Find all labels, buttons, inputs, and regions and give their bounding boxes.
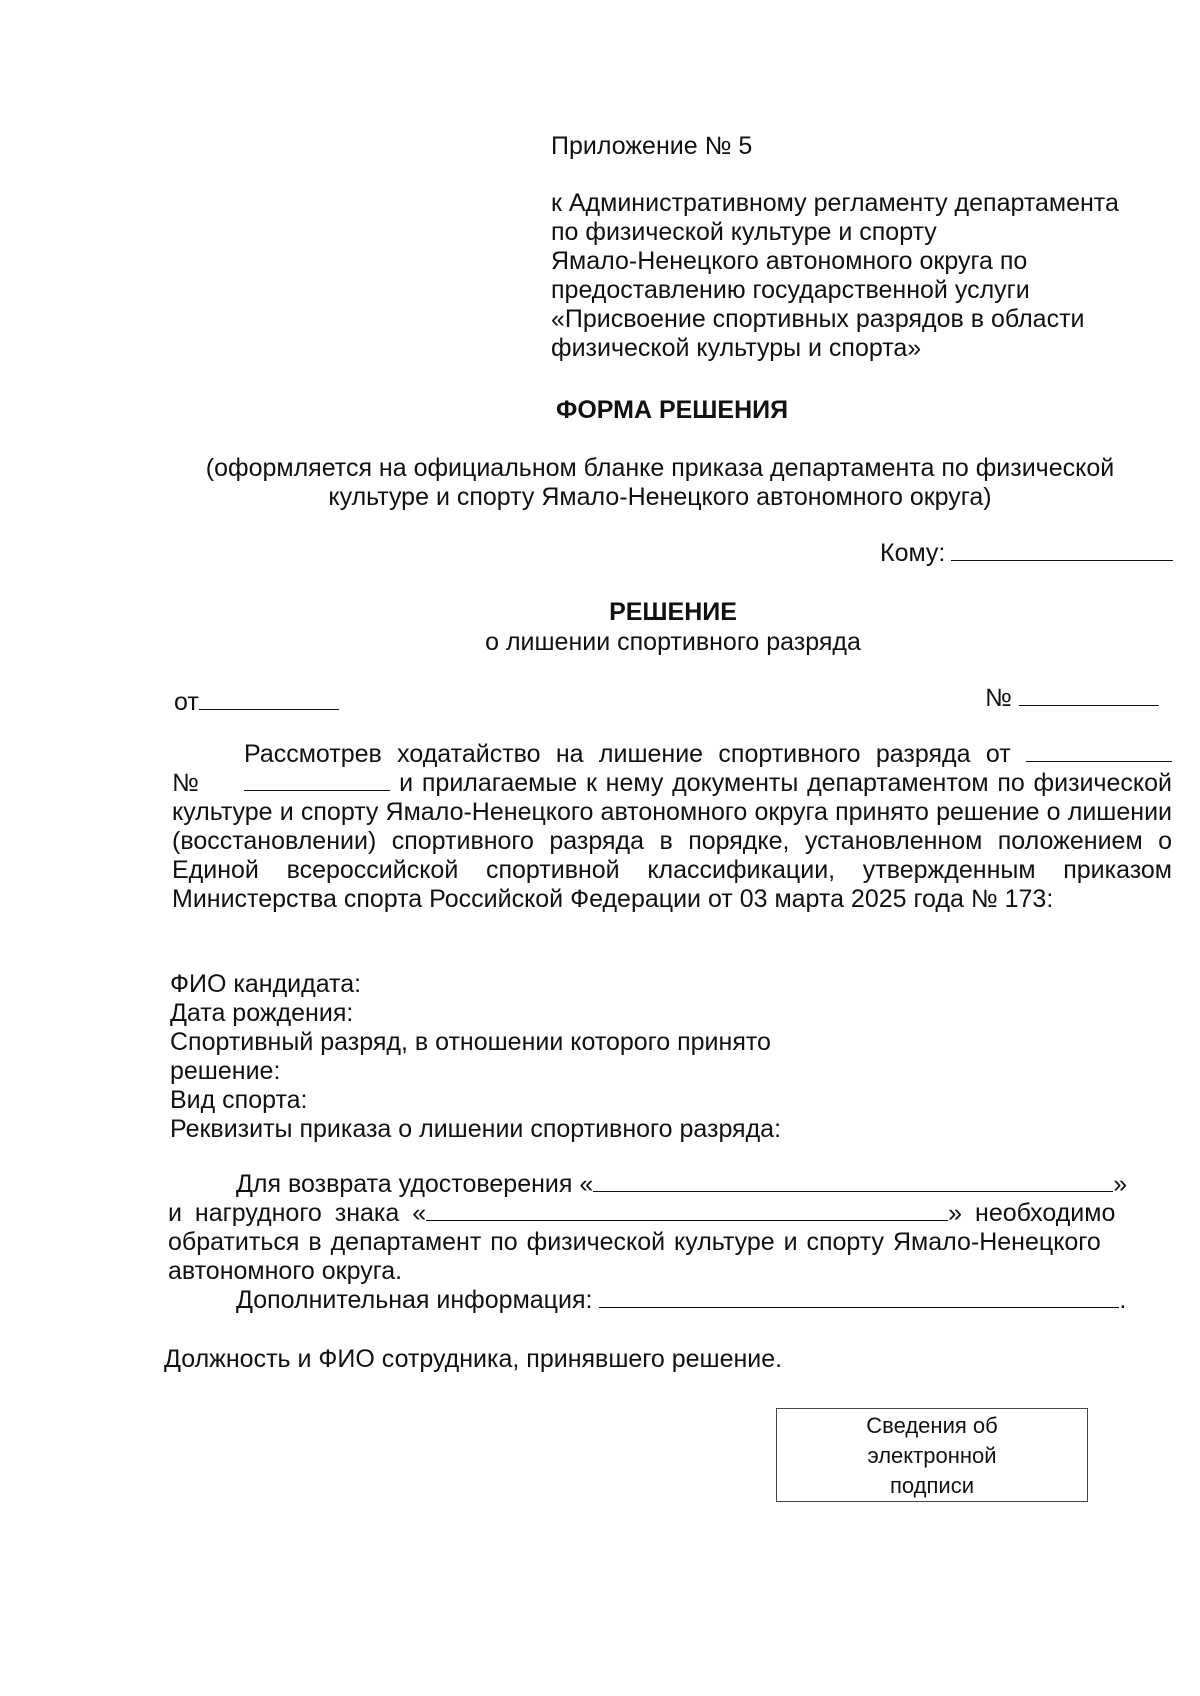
appendix-line: Ямало-Ненецкого автономного округа по	[551, 247, 1028, 275]
appendix-line: по физической культуре и спорту	[551, 218, 937, 246]
signature-box-line: подписи	[890, 1473, 974, 1498]
appendix-header	[551, 132, 1171, 363]
date-line	[174, 688, 339, 717]
petition-number-blank	[244, 770, 390, 791]
signature-box-line: электронной	[867, 1443, 997, 1468]
return-paragraph	[168, 1170, 1168, 1286]
date-blank	[199, 689, 339, 710]
extra-info-line	[236, 1286, 1126, 1315]
recipient-label: Кому:	[880, 539, 946, 567]
return-line-3: обратиться в департамент по физической культуре и спорту Ямало-Ненецкого	[168, 1228, 1101, 1256]
badge-label: и нагрудного знака «	[168, 1199, 427, 1227]
certificate-label: Для возврата удостоверения «	[236, 1170, 594, 1198]
badge-row	[168, 1199, 1168, 1228]
return-line-4: автономного округа.	[168, 1257, 403, 1285]
appendix-line: «Присвоение спортивных разрядов в области	[551, 305, 1085, 333]
number-blank	[1019, 685, 1159, 706]
badge-blank	[426, 1200, 948, 1221]
extra-info-label: Дополнительная информация:	[236, 1286, 593, 1314]
body-paragraph	[172, 740, 1172, 914]
decision-title: РЕШЕНИЕ	[609, 598, 737, 626]
field-order-details: Реквизиты приказа о лишении спортивного разряда:	[170, 1115, 782, 1143]
recipient-blank	[951, 538, 1173, 561]
appendix-title: Приложение № 5	[551, 132, 753, 160]
body-text-part1: Рассмотрев ходатайство на лишение спортивного разряда от	[244, 740, 1011, 768]
body-text-part2: №	[172, 769, 201, 797]
appendix-line: предоставлению государственной услуги	[551, 276, 1030, 304]
official-signature-line: Должность и ФИО сотрудника, принявшего решение.	[164, 1345, 783, 1373]
extra-info-end: .	[1119, 1286, 1127, 1314]
certificate-blank	[593, 1171, 1113, 1192]
field-rank: Спортивный разряд, в отношении которого принято	[170, 1028, 771, 1056]
field-sport-type: Вид спорта:	[170, 1086, 308, 1114]
candidate-fields	[170, 970, 870, 1144]
field-candidate-name: ФИО кандидата:	[170, 970, 362, 998]
badge-close: » необходимо	[948, 1199, 1116, 1227]
extra-info-blank	[599, 1287, 1119, 1308]
number-label: №	[985, 684, 1012, 712]
field-birth-date: Дата рождения:	[170, 999, 354, 1027]
form-note: (оформляется на официальном бланке приказа департамента по физической культуре и спорту Ямало-Ненецкого автономного округа)	[205, 454, 1115, 511]
appendix-line: физической культуры и спорта»	[551, 334, 922, 362]
petition-date-blank	[1026, 741, 1172, 762]
decision-subtitle: о лишении спортивного разряда	[485, 628, 861, 656]
recipient-line	[880, 538, 1173, 568]
signature-box-line: Сведения об	[866, 1413, 998, 1438]
certificate-row	[168, 1170, 1168, 1199]
appendix-line: к Административному регламенту департамента	[551, 189, 1119, 217]
form-title: ФОРМА РЕШЕНИЯ	[556, 396, 789, 424]
number-line	[985, 684, 1159, 713]
certificate-close: »	[1113, 1170, 1128, 1198]
date-label: от	[174, 688, 199, 716]
body-text-part3: и прилагаемые к нему документы департаментом по физической культуре и спорту Ямало-Ненецкого автономного округа принято решение о лишении (восстановлении) спортивного разряда в порядке, установленном положением о Единой всероссийской спортивной классификации, утвержденным приказом Министерства спорта Российской Федерации от 03 марта 2025 года № 173:	[172, 769, 1173, 913]
electronic-signature-box	[776, 1408, 1088, 1502]
field-rank-cont: решение:	[170, 1057, 281, 1085]
